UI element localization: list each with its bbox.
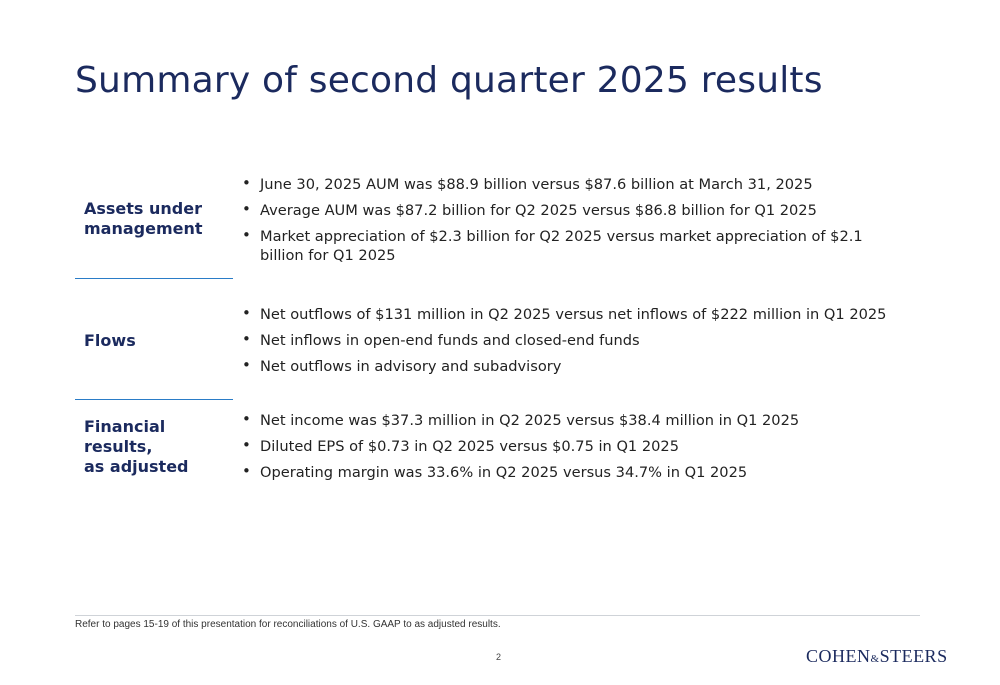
bullet-item: • Net income was $37.3 million in Q2 2025 versus $38.4 million in Q1 2025	[240, 411, 910, 430]
bullet-item: • Diluted EPS of $0.73 in Q2 2025 versus $0.75 in Q1 2025	[240, 437, 910, 456]
bullet-item: • June 30, 2025 AUM was $88.9 billion versus $87.6 billion at March 31, 2025	[240, 175, 910, 194]
section-label-financial: Financial results, as adjusted	[84, 417, 189, 476]
bullet-item: • Net inflows in open-end funds and closed-end funds	[240, 331, 910, 350]
bullet-item: • Average AUM was $87.2 billion for Q2 2025 versus $86.8 billion for Q1 2025	[240, 201, 910, 220]
company-logo	[806, 646, 948, 667]
bullet-item: • Operating margin was 33.6% in Q2 2025 versus 34.7% in Q1 2025	[240, 463, 910, 482]
financial-bullet-list	[240, 411, 910, 489]
footnote: Refer to pages 15-19 of this presentation for reconciliations of U.S. GAAP to as adjusted results.	[75, 619, 501, 630]
bullet-item: • Net outflows of $131 million in Q2 2025 versus net inflows of $222 million in Q1 2025	[240, 305, 910, 324]
section-label-flows: Flows	[84, 331, 136, 350]
logo-amp: &	[870, 653, 880, 665]
bullet-item: • Market appreciation of $2.3 billion for Q2 2025 versus market appreciation of $2.1 billion for Q1 2025	[240, 227, 910, 265]
logo-left: COHEN	[806, 646, 871, 666]
section-divider	[75, 278, 233, 279]
bullet-item: • Net outflows in advisory and subadvisory	[240, 357, 910, 376]
flows-bullet-list	[240, 305, 910, 383]
footer-divider	[75, 615, 920, 616]
section-divider	[75, 399, 233, 400]
page-title: Summary of second quarter 2025 results	[75, 60, 823, 101]
page-number: 2	[496, 652, 502, 662]
logo-right: STEERS	[879, 646, 948, 666]
section-label-aum: Assets under management	[84, 199, 203, 238]
aum-bullet-list	[240, 175, 910, 272]
